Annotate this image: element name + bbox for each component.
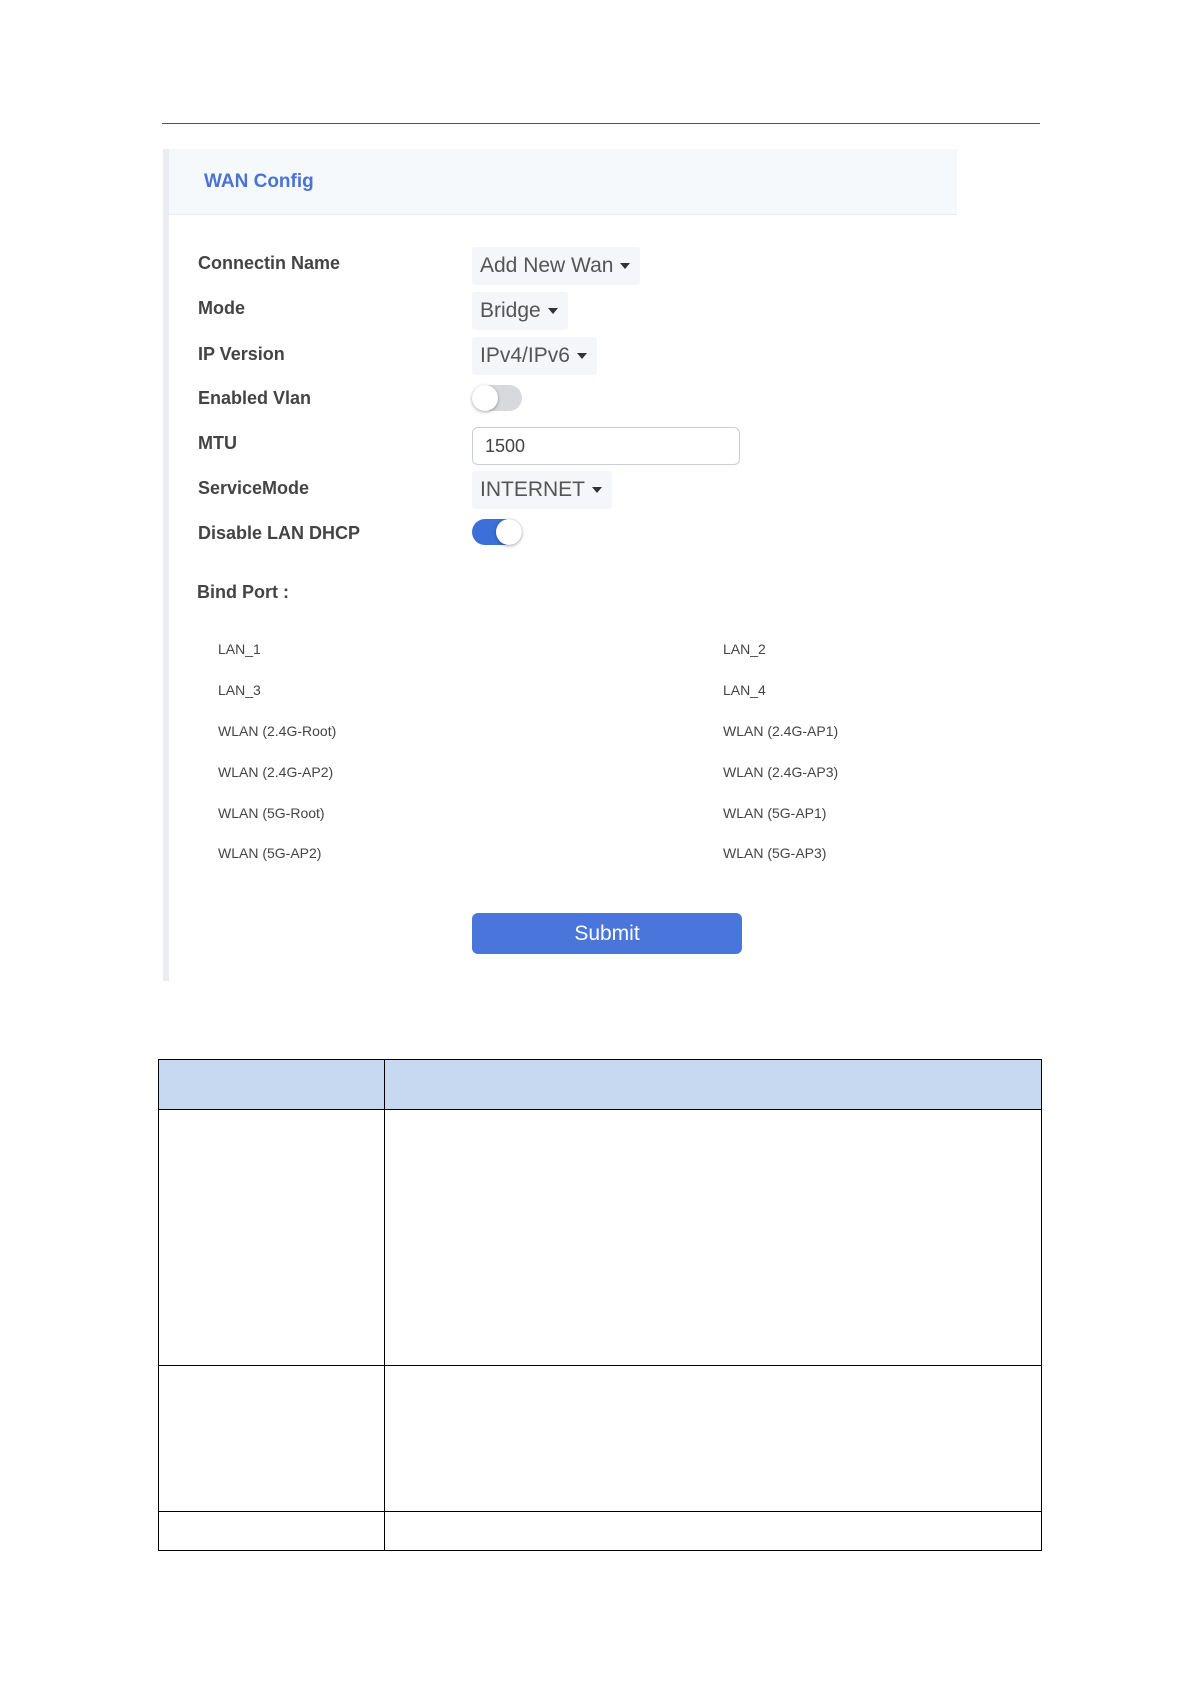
bind-port-lan-4[interactable]: LAN_4	[723, 682, 766, 698]
bind-port-lan-3[interactable]: LAN_3	[218, 682, 261, 698]
bind-port-wlan-24g-ap3[interactable]: WLAN (2.4G-AP3)	[723, 764, 839, 780]
enabled-vlan-toggle[interactable]	[472, 385, 522, 411]
table-row-divider	[159, 1365, 1041, 1366]
table-column-divider	[384, 1060, 385, 1550]
bind-port-wlan-5g-ap2[interactable]: WLAN (5G-AP2)	[218, 845, 322, 861]
bind-port-wlan-5g-root[interactable]: WLAN (5G-Root)	[218, 805, 325, 821]
toggle-knob	[496, 519, 522, 545]
bind-port-lan-1[interactable]: LAN_1	[218, 641, 261, 657]
description-table	[158, 1059, 1042, 1551]
bind-port-wlan-24g-root[interactable]: WLAN (2.4G-Root)	[218, 723, 337, 739]
caret-down-icon	[577, 353, 587, 359]
ip-version-dropdown[interactable]	[472, 337, 597, 375]
bind-port-label: Bind Port :	[197, 582, 289, 602]
mtu-input[interactable]	[472, 427, 740, 465]
toggle-knob	[472, 385, 498, 411]
service-mode-dropdown[interactable]	[472, 471, 612, 509]
caret-down-icon	[620, 263, 630, 269]
enabled-vlan-label: Enabled Vlan	[198, 388, 312, 408]
submit-button[interactable]: Submit	[472, 913, 742, 954]
service-mode-value: INTERNET	[480, 478, 585, 501]
bind-port-wlan-24g-ap2[interactable]: WLAN (2.4G-AP2)	[218, 764, 334, 780]
panel-title: WAN Config	[204, 171, 314, 192]
ip-version-value: IPv4/IPv6	[480, 344, 570, 367]
disable-lan-dhcp-toggle[interactable]	[472, 519, 522, 545]
panel-header	[169, 149, 957, 215]
service-mode-label: ServiceMode	[198, 478, 310, 498]
panel-side-bar	[163, 149, 169, 981]
bind-port-lan-2[interactable]: LAN_2	[723, 641, 766, 657]
bind-port-wlan-5g-ap3[interactable]: WLAN (5G-AP3)	[723, 845, 827, 861]
ip-version-label: IP Version	[198, 344, 285, 364]
connection-name-dropdown[interactable]	[472, 247, 640, 285]
disable-lan-dhcp-label: Disable LAN DHCP	[198, 523, 361, 543]
bind-port-wlan-24g-ap1[interactable]: WLAN (2.4G-AP1)	[723, 723, 839, 739]
connection-name-label: Connectin Name	[198, 253, 341, 273]
table-row-divider	[159, 1511, 1041, 1512]
caret-down-icon	[592, 487, 602, 493]
mode-label: Mode	[198, 298, 245, 318]
bind-port-wlan-5g-ap1[interactable]: WLAN (5G-AP1)	[723, 805, 827, 821]
mode-dropdown[interactable]	[472, 292, 568, 330]
page-top-rule	[162, 123, 1040, 124]
table-header-row	[159, 1060, 1041, 1110]
mode-value: Bridge	[480, 299, 541, 322]
mtu-label: MTU	[198, 433, 237, 453]
wan-config-panel	[163, 149, 957, 981]
caret-down-icon	[548, 308, 558, 314]
connection-name-value: Add New Wan	[480, 254, 614, 277]
